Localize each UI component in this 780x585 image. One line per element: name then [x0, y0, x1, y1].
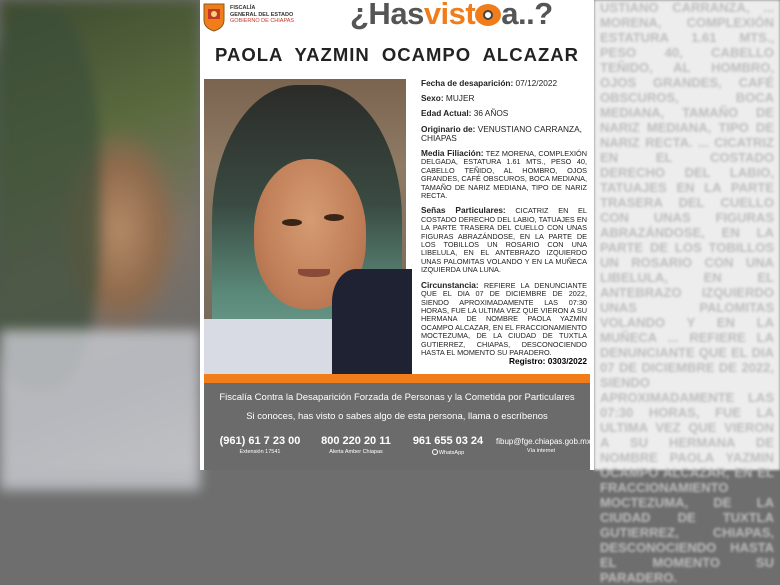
- contact-whatsapp[interactable]: 961 655 03 24 WhatsApp: [412, 435, 484, 456]
- detail-circunstancia: Circunstancia: REFIERE LA DENUNCIANTE QUE EL DIA 07 DE DICIEMBRE DE 2022, SIENDO APROXIMADAMENTE LAS 07:30 HORAS, FUE LA ULTIMA VEZ QUE VIERON A SU HERMANA DE NOMBRE PAOLA YAZMIN OCAMPO ALCAZAR, EN EL FRACCIONAMIENTO MOCTEZUMA, DE LA CIUDAD DE TUXTLA GUTIERREZ, CHIAPAS, DESCONOCIENDO HASTA EL MOMENTO SU PARADERO.: [421, 279, 587, 357]
- campaign-logo: [350, 0, 553, 32]
- accent-bar: [204, 374, 590, 383]
- blurred-shirt: [0, 330, 200, 490]
- registro-number: Registro: 0303/2022: [509, 356, 587, 366]
- eye-logo-icon: [475, 4, 501, 26]
- blurred-background-text: USTIANO CARRANZA, ... MORENA, COMPLEXIÓN ESTATURA 1.61 MTS., PESO 40, CABELLO TEÑIDO, AL HOMBRO, OJOS GRANDES, CAFÉ OBSCUROS, BOCA MEDIANA, TAMAÑO DE NARIZ MEDIANA, TIPO DE NARIZ RECTA. ... CICATRIZ EN EL COSTADO DERECHO DEL LABIO, TATUAJES EN LA PARTE TRASERA DEL CUELLO CON UNAS FIGURAS ABRAZÁNDOSE, EN LA PARTE DE LOS TOBILLOS UN ROSARIO CON UNA LIBELULA, EN EL ANTEBRAZO IZQUIERDO UNAS PALOMITAS VOLANDO Y EN LA MUÑECA ... REFIERE LA DENUNCIANTE QUE EL DIA 07 DE DICIEMBRE DE 2022, SIENDO APROXIMADAMENTE LAS 07:30 HORAS, FUE LA ULTIMA VEZ QUE VIERON A SU HERMANA DE NOMBRE PAOLA YAZMIN OCAMPO ALCAZAR, EN EL FRACCIONAMIENTO MOCTEZUMA, DE LA CIUDAD DE TUXTLA GUTIERREZ, CHIAPAS, DESCONOCIENDO HASTA EL MOMENTO SU PARADERO.: [600, 0, 774, 585]
- person-name: PAOLA YAZMIN OCAMPO ALCAZAR: [215, 44, 579, 65]
- agency-line-2: GENERAL DEL ESTADO: [230, 11, 294, 18]
- detail-senas-particulares: Señas Particulares: CICATRIZ EN EL COSTADO DERECHO DEL LABIO, TATUAJES EN LA PARTE TRASERA DEL CUELLO CON UNAS FIGURAS ABRAZÁNDOSE, EN LA PARTE DE LOS TOBILLOS UN ROSARIO CON UNA LIBELULA, EN EL ANTEBRAZO IZQUIERDO UNAS PALOMITAS VOLANDO Y EN LA MUÑECA IZQUIERDA UNA LUNA.: [421, 205, 587, 275]
- state-seal-icon: [202, 2, 226, 32]
- detail-date: Fecha de desaparición: 07/12/2022: [421, 78, 558, 88]
- footer-call-to-action: Si conoces, has visto o sabes algo de esta persona, llama o escríbenos: [246, 411, 548, 422]
- logo-prefix: ¿Has: [350, 0, 424, 31]
- agency-line-1: FISCALÍA: [230, 5, 256, 11]
- poster-header: [200, 0, 594, 40]
- detail-origin: Originario de: VENUSTIANO CARRANZA, CHIAPAS: [421, 123, 582, 143]
- contact-phone-extension[interactable]: (961) 61 7 23 00 Extensión 17541: [219, 435, 301, 455]
- blurred-photo-background-left: [0, 0, 200, 470]
- agency-name: [230, 5, 294, 25]
- agency-line-3: GOBIERNO DE CHIAPAS: [230, 18, 295, 24]
- detail-media-filiacion: Media Filiación: TEZ MORENA, COMPLEXIÓN DELGADA, ESTATURA 1.61 MTS., PESO 40, CABELLO TEÑIDO, AL HOMBRO, OJOS GRANDES, CAFÉ OBSCUROS, BOCA MEDIANA, TAMAÑO DE NARIZ MEDIANA, TIPO DE NARIZ RECTA.: [421, 148, 587, 201]
- logo-suffix: a..?: [501, 0, 553, 31]
- whatsapp-icon: [432, 449, 438, 455]
- detail-age: Edad Actual: 36 AÑOS: [421, 108, 509, 119]
- poster-footer: [204, 383, 590, 470]
- blurred-text-background-right: [594, 0, 780, 585]
- detail-sex: Sexo: MUJER: [421, 93, 475, 104]
- missing-person-poster: [200, 0, 594, 470]
- person-details: [421, 79, 587, 363]
- logo-highlight: vist: [423, 0, 476, 31]
- person-photo: [204, 79, 406, 370]
- contact-email[interactable]: fibup@fge.chiapas.gob.mx Vía internet: [496, 437, 591, 454]
- contact-amber-alert[interactable]: 800 220 20 11 Alerta Amber Chiapas: [321, 435, 391, 455]
- footer-agency: Fiscalía Contra la Desaparición Forzada de Personas y la Cometida por Particulares: [219, 392, 575, 403]
